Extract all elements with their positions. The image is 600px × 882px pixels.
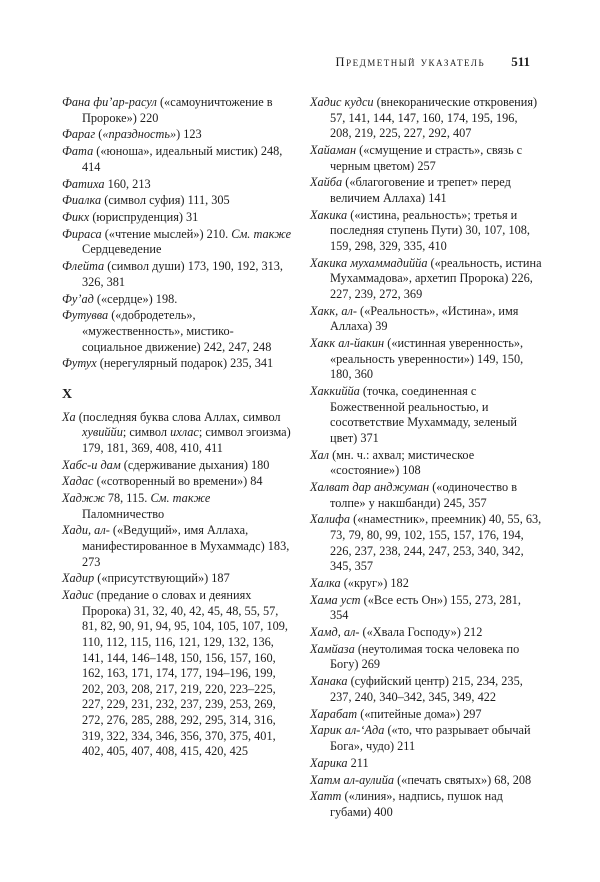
index-term: Хади, ал- — [62, 523, 110, 538]
index-text: («благоговение и трепет» перед величием Аллаха) 141 — [330, 175, 511, 205]
index-term: Хакика мухаммадиййа — [310, 255, 428, 270]
index-text: («круг») 182 — [340, 575, 409, 590]
index-text: («сердце») 198. — [93, 291, 178, 306]
index-gloss: «праздность» — [102, 127, 177, 142]
index-text: («линия», надпись, пушок над губами) 400 — [330, 789, 503, 819]
index-term: Хамйаза — [310, 641, 355, 656]
index-entry — [62, 210, 294, 226]
page-number: 511 — [511, 54, 530, 69]
index-entry — [62, 308, 294, 355]
index-term: Харабат — [310, 706, 358, 721]
index-term: Хамд, ал- — [310, 625, 360, 640]
index-term: Халифа — [310, 512, 351, 527]
running-title: Предметный указатель — [335, 55, 486, 69]
index-term: Хал — [310, 447, 330, 462]
index-text: (сдерживание дыхания) 180 — [120, 457, 270, 472]
index-text: («смущение и страсть», связь с черным цветом) 257 — [330, 142, 523, 173]
index-term: Хакика — [310, 207, 348, 222]
see-also: См. также — [231, 226, 292, 241]
index-entry — [310, 208, 542, 255]
index-entry — [310, 723, 542, 754]
index-text: («питейные дома») 297 — [357, 706, 482, 721]
index-text: ; символ — [122, 425, 171, 440]
index-entry — [62, 523, 294, 570]
index-term: Ханака — [310, 674, 348, 689]
index-text: Сердцеведение — [82, 242, 162, 257]
index-text: («добродетель», «мужественность», мистико-социальное движение) 242, 247, 248 — [82, 308, 272, 354]
index-term: Хама уст — [310, 592, 361, 607]
index-term: Фираса — [62, 226, 102, 241]
index-entry — [310, 576, 542, 592]
index-text: (точка, соединенная с Божественной реальностью, и сосответствие Мухаммаду, зеленый цвет) 371 — [330, 384, 518, 445]
index-entry — [310, 95, 542, 142]
index-entry — [62, 95, 294, 126]
index-term: Хадир — [62, 571, 95, 586]
index-entry — [310, 175, 542, 206]
index-entry — [62, 193, 294, 209]
index-entry — [62, 458, 294, 474]
index-text: («истина, реальность»; третья и последняя ступень Пути) 30, 107, 108, 159, 298, 329, 335, 410 — [330, 207, 530, 253]
index-text: (символ суфия) 111, 305 — [101, 193, 230, 208]
index-text: (последняя буква слова Аллах, символ — [75, 409, 281, 424]
index-term: Хадис кудси — [310, 95, 374, 109]
index-text: («реальность, истина Мухаммадова», архетип Пророка) 226, 227, 239, 272, 369 — [330, 255, 542, 301]
index-term: Хатм ал-аулийа — [310, 772, 394, 787]
index-term: Харик ал-‘Ада — [310, 723, 385, 738]
index-text: (мн. ч.: ахвал; мистическое «состояние») 108 — [329, 447, 475, 478]
index-term: Фикх — [62, 210, 90, 225]
index-entry — [310, 304, 542, 335]
index-entry — [310, 512, 542, 574]
index-term: Фана фи’ар-расул — [62, 95, 157, 109]
index-entry — [310, 143, 542, 174]
index-term-inline: ихлас — [170, 425, 199, 440]
index-text: («юноша», идеальный мистик) 248, 414 — [82, 144, 283, 174]
index-text: 160, 213 — [104, 176, 151, 191]
index-term: Харика — [310, 755, 348, 770]
index-term: Хадис — [62, 588, 94, 603]
index-text: 211 — [347, 755, 369, 770]
index-term: Хайба — [310, 175, 343, 190]
index-entry — [62, 474, 294, 490]
index-entry — [62, 410, 294, 457]
index-text: («наместник», преемник) 40, 55, 63, 73, 79, 80, 99, 102, 155, 157, 176, 194, 226, 237, 238, 244, 247, 253, 340, 342, 345, 357 — [330, 512, 542, 574]
index-term: Фатиха — [62, 176, 105, 191]
see-also: См. также — [150, 491, 211, 506]
index-text: (предание о словах и деяниях Пророка) 31, 32, 40, 42, 45, 48, 55, 57, 81, 82, 90, 91, 94, 95, 104, 105, 107, 109, 110, 112, 115, 116, 121, 129, 132, 136, 141, 144, 146–148, 150, 156, 157, 160, 162, 163, 171, 174, 177, 194–196, 199, 202, 203, 208, 217, 219, 220, 223–225, 227, 229, 231, 232, 237, 239, 253, 269, 272, 276, 285, 288, 292, 295, 314, 316, 319, 322, 334, 346, 356, 370, 375, 401, 402, 405, 407, 408, 415, 420, 425 — [82, 588, 288, 759]
index-column-left — [62, 95, 294, 761]
index-term: Фата — [62, 144, 94, 159]
index-text: (внекоранические откровения) 57, 141, 144, 147, 160, 174, 195, 196, 208, 219, 225, 227, 292, 407 — [330, 95, 538, 141]
index-term: Фу’ад — [62, 291, 94, 306]
index-text: («истинная уверенность», «реальность уверенности») 149, 150, 180, 360 — [330, 336, 524, 382]
index-text: («Ведущий», имя Аллаха, манифестированное в Мухаммадс) 183, 273 — [82, 523, 290, 569]
index-entry — [310, 642, 542, 673]
index-column-right — [310, 95, 542, 822]
index-entry — [62, 177, 294, 193]
running-header — [300, 54, 530, 70]
index-entry — [310, 773, 542, 789]
index-entry — [62, 292, 294, 308]
index-text: («то, что разрывает обычай Бога», чудо) 211 — [330, 723, 531, 753]
index-text: («Хвала Господу») 212 — [359, 625, 483, 640]
index-text: («сотворенный во времени») 84 — [93, 474, 263, 489]
index-term: Ха — [62, 409, 76, 424]
index-text: («Все есть Он») 155, 273, 281, 354 — [330, 592, 521, 623]
index-term: Фиалка — [62, 193, 102, 208]
index-entry — [310, 336, 542, 383]
index-entry — [310, 789, 542, 820]
index-text: («чтение мыслей») 210. — [101, 226, 232, 241]
index-term: Футух — [62, 356, 97, 371]
index-entry — [310, 384, 542, 446]
index-text: (суфийский центр) 215, 234, 235, 237, 240, 340–342, 345, 349, 422 — [330, 674, 523, 704]
index-term: Хаккиййа — [310, 384, 360, 398]
index-text: («самоуничтожение в Пророке») 220 — [82, 95, 273, 125]
index-term: Хатт — [310, 789, 342, 804]
index-entry — [62, 259, 294, 290]
index-term: Халка — [310, 575, 341, 590]
index-text: (юриспруденция) 31 — [89, 210, 199, 225]
index-entry — [62, 144, 294, 175]
index-entry — [310, 707, 542, 723]
section-letter: Х — [62, 386, 73, 402]
index-term: Хакк, ал- — [310, 303, 357, 318]
index-entry — [62, 588, 294, 760]
index-entry — [310, 480, 542, 511]
index-term: Хайаман — [310, 142, 357, 157]
index-text: (нерегулярный подарок) 235, 341 — [96, 356, 274, 371]
index-entry — [62, 227, 294, 258]
index-entry — [62, 571, 294, 587]
index-term: Хаджж — [62, 491, 105, 506]
index-term: Флейта — [62, 259, 105, 274]
index-term: Хадас — [62, 474, 94, 489]
index-term: Хакк ал-йакин — [310, 336, 385, 351]
index-entry — [310, 756, 542, 772]
index-text: ; символ эгоизма) 179, 181, 369, 408, 410, 411 — [82, 425, 291, 455]
index-text: (символ души) 173, 190, 192, 313, 326, 381 — [82, 259, 284, 289]
index-term: Хабс-и дам — [62, 457, 121, 472]
index-term: Футувва — [62, 308, 109, 323]
index-text: Паломничество — [82, 506, 165, 521]
index-text: 78, 115. — [104, 491, 151, 506]
index-term-inline: хувиййи — [82, 425, 123, 440]
index-entry — [310, 593, 542, 624]
index-entry — [62, 491, 294, 522]
index-text: («одиночество в толпе» у накшбанди) 245, 357 — [330, 479, 518, 510]
index-text: («печать святых») 68, 208 — [394, 772, 532, 787]
index-term: Халват дар анджуман — [310, 479, 430, 494]
index-text: (неутолимая тоска человека по Богу) 269 — [330, 641, 520, 672]
index-text: («Реальность», «Истина», имя Аллаха) 39 — [330, 303, 519, 334]
index-text: («присутствующий») 187 — [94, 571, 230, 586]
index-entry — [310, 674, 542, 705]
index-entry — [310, 625, 542, 641]
index-term: Фараг — [62, 127, 96, 142]
index-entry: Фараг («праздность») 123 — [62, 127, 202, 142]
index-entry — [310, 256, 542, 303]
index-entry — [310, 448, 542, 479]
index-entry — [62, 356, 294, 372]
